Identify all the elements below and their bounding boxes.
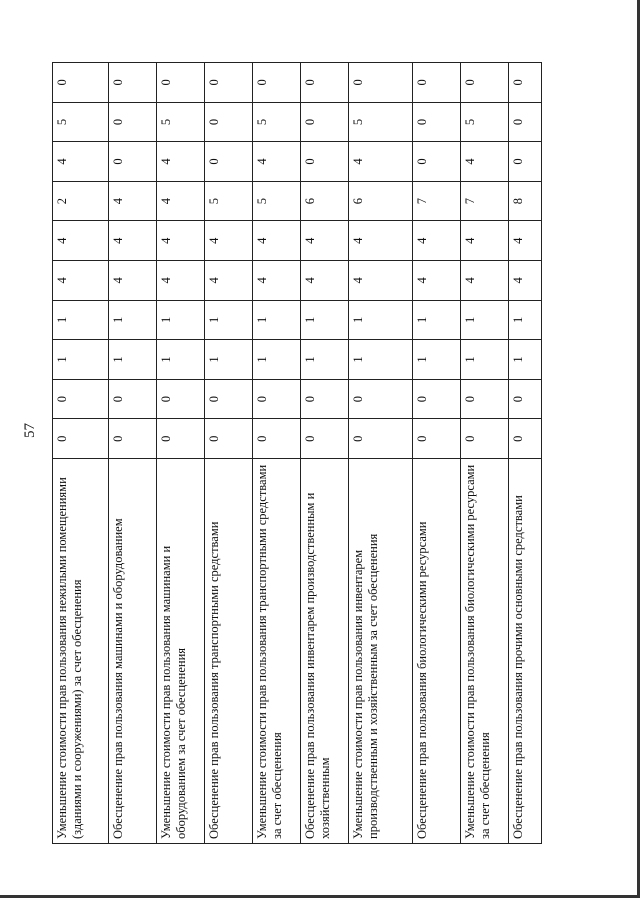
value-cell: 0 xyxy=(205,102,253,142)
value-cell: 4 xyxy=(253,221,301,261)
value-cell: 4 xyxy=(109,221,157,261)
value-cell: 0 xyxy=(301,102,349,142)
value-cell: 1 xyxy=(53,340,109,380)
row-label: Уменьшение стоимости прав пользования нежилыми помещениями (зданиями и сооружениями) за счет обесценения xyxy=(53,459,109,844)
value-cell: 4 xyxy=(157,261,205,301)
value-cell: 0 xyxy=(157,63,205,103)
value-cell: 4 xyxy=(53,221,109,261)
value-cell: 5 xyxy=(461,102,509,142)
table-row xyxy=(205,63,253,844)
value-cell: 5 xyxy=(157,102,205,142)
value-cell: 4 xyxy=(461,261,509,301)
value-cell: 6 xyxy=(301,181,349,221)
row-label: Обесценение прав пользования машинами и оборудованием xyxy=(109,459,157,844)
value-cell: 4 xyxy=(349,221,413,261)
value-cell: 1 xyxy=(413,300,461,340)
value-cell: 1 xyxy=(413,340,461,380)
value-cell: 0 xyxy=(509,102,542,142)
value-cell: 0 xyxy=(53,63,109,103)
value-cell: 4 xyxy=(157,142,205,182)
data-table xyxy=(52,62,542,844)
value-cell: 1 xyxy=(253,300,301,340)
value-cell: 0 xyxy=(205,142,253,182)
value-cell: 4 xyxy=(157,181,205,221)
value-cell: 0 xyxy=(413,63,461,103)
value-cell: 2 xyxy=(53,181,109,221)
value-cell: 4 xyxy=(205,221,253,261)
value-cell: 0 xyxy=(509,419,542,459)
value-cell: 4 xyxy=(157,221,205,261)
value-cell: 1 xyxy=(349,300,413,340)
value-cell: 1 xyxy=(205,300,253,340)
row-label: Обесценение прав пользования транспортными средствами xyxy=(205,459,253,844)
value-cell: 8 xyxy=(509,181,542,221)
value-cell: 0 xyxy=(301,379,349,419)
value-cell: 0 xyxy=(109,102,157,142)
value-cell: 0 xyxy=(413,419,461,459)
value-cell: 6 xyxy=(349,181,413,221)
value-cell: 1 xyxy=(461,300,509,340)
value-cell: 5 xyxy=(205,181,253,221)
value-cell: 0 xyxy=(109,63,157,103)
value-cell: 0 xyxy=(301,142,349,182)
value-cell: 0 xyxy=(509,142,542,182)
value-cell: 0 xyxy=(349,63,413,103)
row-label: Обесценение прав пользования инвентарем производственным и хозяйственным xyxy=(301,459,349,844)
value-cell: 4 xyxy=(301,261,349,301)
value-cell: 4 xyxy=(509,261,542,301)
value-cell: 4 xyxy=(109,181,157,221)
value-cell: 0 xyxy=(301,63,349,103)
value-cell: 0 xyxy=(109,419,157,459)
value-cell: 0 xyxy=(413,102,461,142)
value-cell: 0 xyxy=(413,142,461,182)
value-cell: 1 xyxy=(157,300,205,340)
value-cell: 4 xyxy=(253,261,301,301)
value-cell: 0 xyxy=(461,379,509,419)
value-cell: 1 xyxy=(109,340,157,380)
value-cell: 4 xyxy=(413,261,461,301)
page-number: 57 xyxy=(22,423,38,438)
value-cell: 0 xyxy=(349,419,413,459)
value-cell: 1 xyxy=(349,340,413,380)
value-cell: 5 xyxy=(253,102,301,142)
value-cell: 4 xyxy=(109,261,157,301)
value-cell: 1 xyxy=(109,300,157,340)
value-cell: 0 xyxy=(253,379,301,419)
value-cell: 0 xyxy=(109,142,157,182)
row-label: Уменьшение стоимости прав пользования транспортными средствами за счет обесценения xyxy=(253,459,301,844)
table-row xyxy=(301,63,349,844)
value-cell: 0 xyxy=(205,419,253,459)
value-cell: 7 xyxy=(413,181,461,221)
value-cell: 1 xyxy=(205,340,253,380)
value-cell: 1 xyxy=(253,340,301,380)
value-cell: 4 xyxy=(53,261,109,301)
value-cell: 1 xyxy=(509,300,542,340)
value-cell: 0 xyxy=(413,379,461,419)
table-row xyxy=(349,63,413,844)
value-cell: 1 xyxy=(53,300,109,340)
value-cell: 5 xyxy=(349,102,413,142)
table-row xyxy=(461,63,509,844)
table-body xyxy=(53,63,542,844)
row-label: Уменьшение стоимости прав пользования машинами и оборудованием за счет обесценения xyxy=(157,459,205,844)
value-cell: 1 xyxy=(301,300,349,340)
row-label: Уменьшение стоимости прав пользования инвентарем производственным и хозяйственным за счет обесценения xyxy=(349,459,413,844)
value-cell: 0 xyxy=(53,419,109,459)
table-row xyxy=(509,63,542,844)
table-row xyxy=(53,63,109,844)
value-cell: 4 xyxy=(349,142,413,182)
value-cell: 0 xyxy=(157,379,205,419)
row-label: Уменьшение стоимости прав пользования биологическими ресурсами за счет обесценения xyxy=(461,459,509,844)
row-label: Обесценение прав пользования биологическими ресурсами xyxy=(413,459,461,844)
value-cell: 0 xyxy=(349,379,413,419)
value-cell: 5 xyxy=(253,181,301,221)
value-cell: 0 xyxy=(205,63,253,103)
table-row xyxy=(157,63,205,844)
value-cell: 0 xyxy=(253,419,301,459)
value-cell: 0 xyxy=(253,63,301,103)
table-row xyxy=(413,63,461,844)
value-cell: 4 xyxy=(53,142,109,182)
value-cell: 0 xyxy=(509,63,542,103)
value-cell: 4 xyxy=(253,142,301,182)
value-cell: 4 xyxy=(349,261,413,301)
value-cell: 0 xyxy=(461,419,509,459)
row-label: Обесценение прав пользования прочими основными средствами xyxy=(509,459,542,844)
value-cell: 4 xyxy=(461,221,509,261)
value-cell: 0 xyxy=(509,379,542,419)
rotated-table-container xyxy=(52,62,541,844)
table-row xyxy=(253,63,301,844)
value-cell: 4 xyxy=(413,221,461,261)
value-cell: 0 xyxy=(205,379,253,419)
value-cell: 1 xyxy=(509,340,542,380)
value-cell: 7 xyxy=(461,181,509,221)
value-cell: 4 xyxy=(461,142,509,182)
value-cell: 0 xyxy=(301,419,349,459)
value-cell: 0 xyxy=(157,419,205,459)
value-cell: 4 xyxy=(205,261,253,301)
value-cell: 1 xyxy=(461,340,509,380)
table-row xyxy=(109,63,157,844)
value-cell: 4 xyxy=(301,221,349,261)
value-cell: 0 xyxy=(53,379,109,419)
value-cell: 0 xyxy=(109,379,157,419)
value-cell: 1 xyxy=(157,340,205,380)
value-cell: 5 xyxy=(53,102,109,142)
value-cell: 0 xyxy=(461,63,509,103)
value-cell: 1 xyxy=(301,340,349,380)
value-cell: 4 xyxy=(509,221,542,261)
